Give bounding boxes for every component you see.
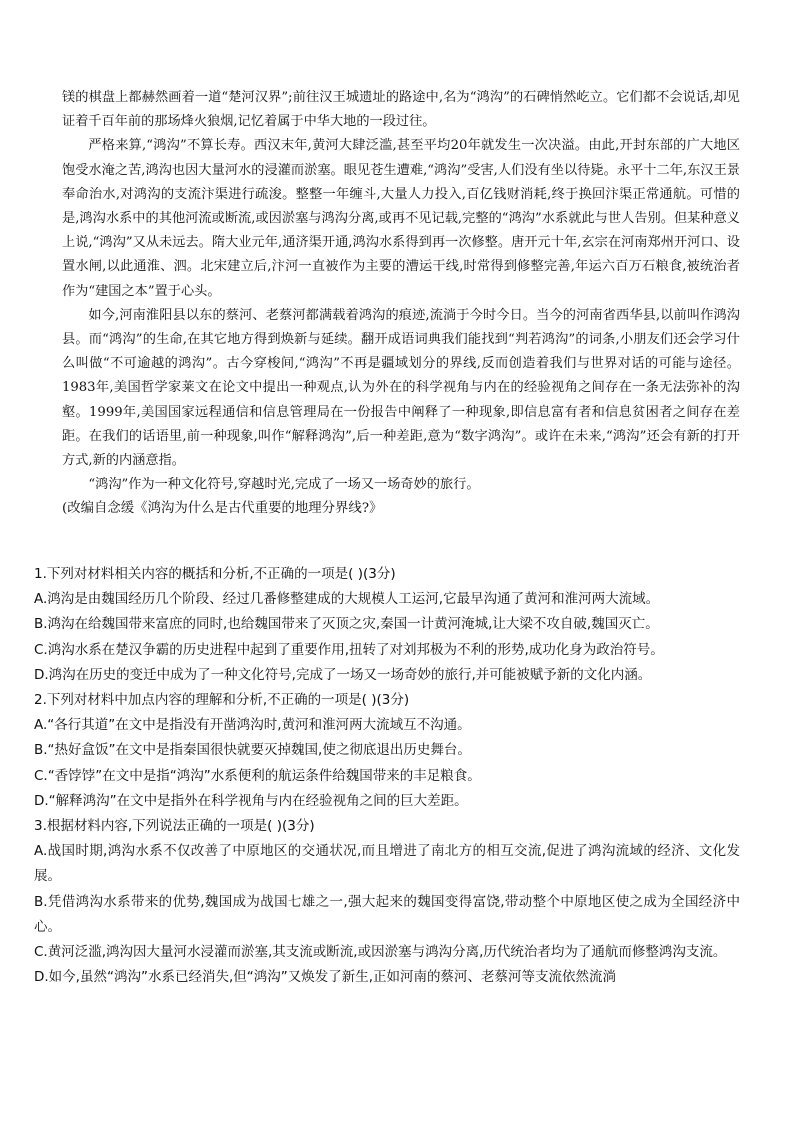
passage-paragraph: 镁的棋盘上都赫然画着一道“楚河汉界”;前往汉王城遗址的路途中,名为“鸿沟”的石碑悄然屹立。它们都不会说话,却见证着千百年前的那场烽火狼烟,记忆着属于中华大地的一段过往。 bbox=[62, 90, 740, 130]
question-stem: 2.下列对材料中加点内容的理解和分析,不正确的一项是( )(3分) bbox=[34, 692, 410, 709]
option-d: D.如今,虽然“鸿沟”水系已经消失,但“鸿沟”又焕发了新生,正如河南的蔡河、老蔡河等支流依然流淌 bbox=[34, 969, 617, 986]
option-b: B.鸿沟在给魏国带来富庶的同时,也给魏国带来了灭顶之灾,秦国一计黄河淹城,让大梁不攻自破,魏国灭亡。 bbox=[34, 616, 659, 633]
question-section bbox=[34, 562, 740, 990]
option-a: A.“各行其道”在文中是指没有开凿鸿沟时,黄河和淮河两大流域互不沟通。 bbox=[34, 717, 471, 734]
option-a: A.战国时期,鸿沟水系不仅改善了中原地区的交通状况,而且增进了南北方的相互交流,促进了鸿沟流域的经济、文化发展。 bbox=[34, 843, 740, 885]
reading-passage bbox=[62, 86, 740, 521]
passage-paragraph: 严格来算,“鸿沟”不算长寿。西汉末年,黄河大肆泛滥,甚至平均20年就发生一次决溢。由此,开封东部的广大地区饱受水淹之苦,鸿沟也因大量河水的浸灌而淤塞。眼见苍生遭难,“鸿沟”受害,人们没有坐以待毙。永平十二年,东汉王景奉命治水,对鸿沟的支流汴渠进行疏浚。整整一年缠斗,大量人力投入,百亿钱财消耗,终于换回汴渠正常通航。可惜的是,鸿沟水系中的其他河流或断流,或因淤塞与鸿沟分离,或再不见记载,完整的“鸿沟”水系就此与世人告别。但某种意义上说,“鸿沟”又从未远去。隋大业元年,通济渠开通,鸿沟水系得到再一次修整。唐开元十年,玄宗在河南郑州开河口、设置水闸,以此通淮、泗。北宋建立后,汴河一直被作为主要的漕运干线,时常得到修整完善,年运六百万石粮食,被统治者作为“建国之本”置于心头。 bbox=[62, 138, 740, 299]
option-b: B.凭借鸿沟水系带来的优势,魏国成为战国七雄之一,强大起来的魏国变得富饶,带动整个中原地区使之成为全国经济中心。 bbox=[34, 893, 740, 935]
question-3 bbox=[34, 814, 740, 990]
option-a: A.鸿沟是由魏国经历几个阶段、经过几番修整建成的大规模人工运河,它最早沟通了黄河和淮河两大流域。 bbox=[34, 591, 660, 608]
question-2 bbox=[34, 688, 740, 814]
option-d: D.鸿沟在历史的变迁中成为了一种文化符号,完成了一场又一场奇妙的旅行,并可能被赋予新的文化内涵。 bbox=[34, 666, 652, 683]
option-c: C.鸿沟水系在楚汉争霸的历史进程中起到了重要作用,扭转了对刘邦极为不利的形势,成功化身为政治符号。 bbox=[34, 641, 664, 658]
passage-source: (改编自念缓《鸿沟为什么是古代重要的地理分界线?》 bbox=[62, 501, 383, 517]
passage-paragraph: 如今,河南淮阳县以东的蔡河、老蔡河都满载着鸿沟的痕迹,流淌于今时今日。当今的河南省西华县,以前叫作鸿沟县。而“鸿沟”的生命,在其它地方得到焕新与延续。翻开成语词典我们能找到“判若鸿沟”的词条,小朋友们还会学习什么叫做“不可逾越的鸿沟”。古今穿梭间,“鸿沟”不再是疆域划分的界线,反而创造着我们与世界对话的可能与途径。1983年,美国哲学家莱文在论文中提出一种观点,认为外在的科学视角与内在的经验视角之间存在一条无法弥补的沟壑。1999年,美国国家远程通信和信息管理局在一份报告中阐释了一种现象,即信息富有者和信息贫困者之间存在差距。在我们的话语里,前一种现象,叫作“解释鸿沟”,后一种差距,意为“数字鸿沟”。或许在未来,“鸿沟”还会有新的打开方式,新的内涵意指。 bbox=[62, 307, 740, 469]
option-d: D.“解释鸿沟”在文中是指外在科学视角与内在经验视角之间的巨大差距。 bbox=[34, 792, 468, 809]
passage-paragraph: “鸿沟”作为一种文化符号,穿越时光,完成了一场又一场奇妙的旅行。 bbox=[88, 477, 480, 493]
question-1 bbox=[34, 562, 740, 688]
option-c: C.黄河泛滥,鸿沟因大量河水浸灌而淤塞,其支流或断流,或因淤塞与鸿沟分离,历代统治者均为了通航而修整鸿沟支流。 bbox=[34, 944, 727, 961]
option-c: C.“香饽饽”在文中是指“鸿沟”水系便利的航运条件给魏国带来的丰足粮食。 bbox=[34, 767, 481, 784]
question-stem: 3.根据材料内容,下列说法正确的一项是( )(3分) bbox=[34, 818, 315, 835]
question-stem: 1.下列对材料相关内容的概括和分析,不正确的一项是( )(3分) bbox=[34, 566, 396, 582]
option-b: B.“热好盒饭”在文中是指秦国很快就要灭掉魏国,使之彻底退出历史舞台。 bbox=[34, 742, 471, 759]
